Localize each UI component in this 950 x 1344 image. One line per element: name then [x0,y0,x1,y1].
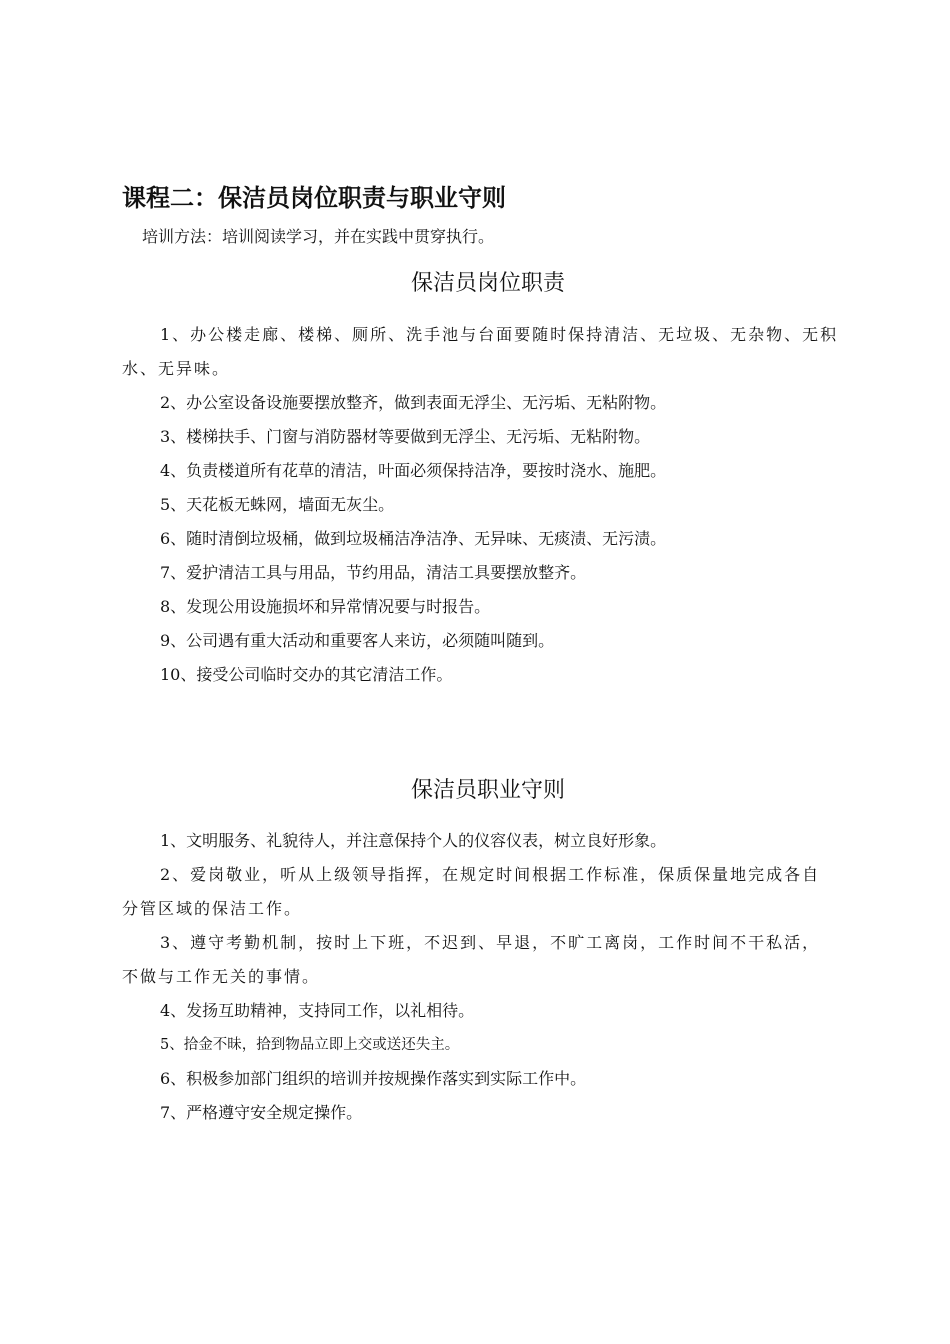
list-item: 3、遵守考勤机制，按时上下班，不迟到、早退，不旷工离岗，工作时间不干私活，不做与工作无关的事情。 [122,933,821,986]
list-item: 4、负责楼道所有花草的清洁，叶面必须保持洁净，要按时浇水、施肥。 [160,461,667,480]
duties-heading: 保洁员岗位职责 [410,271,565,296]
list-item: 4、发扬互助精神，支持同工作，以礼相待。 [160,1001,475,1020]
list-item: 1、文明服务、礼貌待人，并注意保持个人的仪容仪表，树立良好形象。 [160,831,667,850]
list-item: 3、楼梯扶手、门窗与消防器材等要做到无浮尘、无污垢、无粘附物。 [160,427,651,446]
list-item: 10、接受公司临时交办的其它清洁工作。 [160,665,453,684]
list-item: 2、爱岗敬业，听从上级领导指挥，在规定时间根据工作标准，保质保量地完成各自分管区域的保洁工作。 [122,865,821,918]
list-item: 6、随时清倒垃圾桶，做到垃圾桶洁净洁净、无异味、无痰渍、无污渍。 [160,529,667,548]
list-item: 5、天花板无蛛网，墙面无灰尘。 [160,495,395,514]
list-item: 1、办公楼走廊、楼梯、厕所、洗手池与台面要随时保持清洁、无垃圾、无杂物、无积水、无异味。 [122,325,839,378]
list-item: 5、拾金不昧，拾到物品立即上交或送还失主。 [160,1037,460,1053]
training-method: 培训方法：培训阅读学习，并在实践中贯穿执行。 [142,227,495,246]
list-item: 6、积极参加部门组织的培训并按规操作落实到实际工作中。 [160,1069,587,1088]
list-item: 7、爱护清洁工具与用品，节约用品，清洁工具要摆放整齐。 [160,563,587,582]
course-title: 课程二：保洁员岗位职责与职业守则 [122,184,506,212]
duties-list [122,318,846,692]
code-of-conduct-heading: 保洁员职业守则 [410,778,565,803]
list-item: 9、公司遇有重大活动和重要客人来访，必须随叫随到。 [160,631,555,650]
list-item: 2、办公室设备设施要摆放整齐，做到表面无浮尘、无污垢、无粘附物。 [160,393,667,412]
list-item: 8、发现公用设施损坏和异常情况要与时报告。 [160,597,491,616]
conduct-list [122,824,832,1130]
list-item: 7、严格遵守安全规定操作。 [160,1103,363,1122]
